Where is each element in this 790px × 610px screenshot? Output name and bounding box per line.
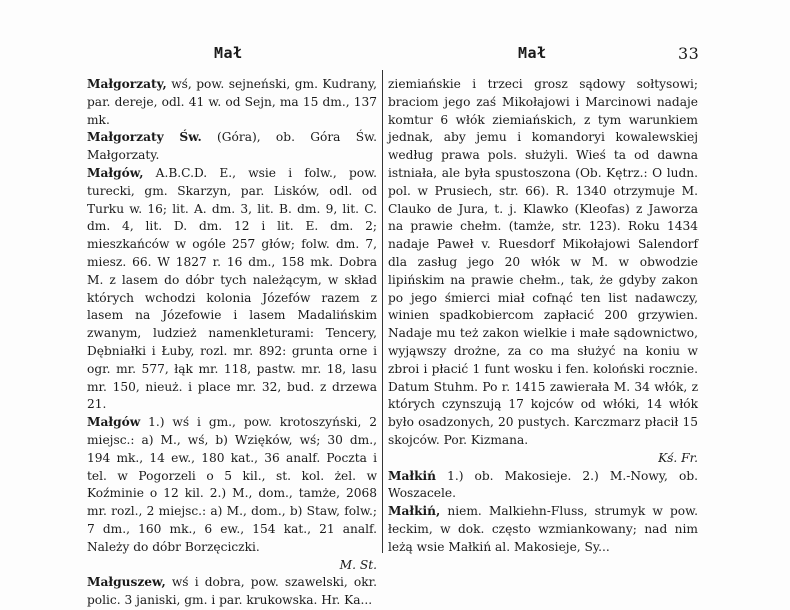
entry-text: wś, pow. sejneński, gm. Kudrany, par. dereje, odl. 41 w. od Sejn, ma 15 dm., 137 mk. xyxy=(87,77,377,127)
entry-text: (Góra), ob. Góra Św. Małgorzaty. xyxy=(87,130,377,163)
entry xyxy=(87,129,377,165)
right-column xyxy=(388,76,698,557)
entry-text: ziemiańskie i trzeci grosz sądowy sołtysowi; braciom jego zaś Mikołajowi i Marcinowi nadaje komtur 6 włók ziemiańskich, z tym warunkiem jednak, aby jemu i komandoryi kowalewskiej według prawa pols. służyli. Wieś ta od dawna istniała, ale była spustoszona (Ob. Kętrz.: O ludn. pol. w Prusiech, str. 66). R. 1340 otrzymuje M. Clauko de Jura, t. j. Klawko (Kleofas) z Jaworza na prawie chełm. (tamże, str. 123). Roku 1434 nadaje Paweł v. Ruesdorf Mikołajowi Salendorf dla zasług jego 20 włók w M. w obwodzie lipińskim na prawie chełm., tak, że gdyby zakon po jego śmierci miał cofnąć ten list nadawczy, winien spadkobiercom zapłacić 200 grzywien. Nadaje mu też zakon wielkie i małe sądownictwo, wyjąwszy drożne, za co ma służyć na koniu w zbroi i płacić 1 funt wosku i fen. koloński rocznie. Datum Stuhm. Po r. 1415 zawierała M. 34 włók, z których czynszują 17 kojców od włóki, 14 włók było osadzonych, 20 pustych. Karczmarz płacił 15 skojców. Por. Kizmana. xyxy=(388,77,698,447)
entry-text: 1.) wś i gm., pow. krotoszyński, 2 miejsc.: a) M., wś, b) Wzięków, wś; 30 dm., 194 mk., 14 ew., 180 kat., 36 analf. Poczta i tel. w Pogorzeli o 5 kil., st. kol. żel. w Koźminie o 12 kil. 2.) M., dom., tamże, 2068 mr. rozl., 2 miejsc.: a) M., dom., b) Staw, folw.; 7 dm., 160 mk., 6 ew., 154 kat., 21 analf. Należy do dóbr Borzęciczki. xyxy=(87,415,377,554)
entry xyxy=(87,414,377,574)
page-number: 33 xyxy=(678,44,700,63)
entry xyxy=(87,165,377,414)
left-column xyxy=(87,76,377,610)
entry-headword: Małgorzaty, xyxy=(87,77,167,91)
entry-headword: Małguszew, xyxy=(87,575,166,590)
entry-text: niem. Malkiehn-Fluss, strumyk w pow. łeckim, w dok. często wzmiankowany; nad nim leżą wsie Małkiń al. Makosieje, Sy... xyxy=(388,504,698,554)
entry-headword: Małkiń, xyxy=(388,504,441,519)
running-head-right: Mał xyxy=(518,44,547,62)
entry-text: 1.) ob. Makosieje. 2.) M.-Nowy, ob. Woszacele. xyxy=(388,468,698,501)
entry xyxy=(388,468,698,504)
entry-text: A.B.C.D. E., wsie i folw., pow. turecki, gm. Skarzyn, par. Lisków, odl. od Turku w. 16; lit. A. dm. 3, lit. B. dm. 9, lit. C. dm. 4, lit. D. dm. 12 i lit. E. dm. 2; mieszkańców w ogóle 257 głów; folw. dm. 7, miesz. 66. W 1827 r. 16 dm., 158 mk. Dobra M. z lasem do dóbr tych należącym, w skład których wchodzi kolonia Józefów razem z lasem na Józefowie i lasem Madalińskim zwanym, ludzież namenkleturami: Tencery, Dębniałki i Łuby, rozl. mr. 892: grunta orne i ogr. mr. 577, łąk mr. 118, pastw. mr. 18, lasu mr. 150, nieuż. i place mr. 32, bud. z drzewa 21. xyxy=(87,165,377,412)
entry xyxy=(87,76,377,129)
entry-headword: Małkiń xyxy=(388,468,437,483)
entry xyxy=(388,503,698,556)
entry-signature: Kś. Fr. xyxy=(658,450,698,465)
entry-text: wś i dobra, pow. szawelski, okr. polic. 3 janiski, gm. i par. krukowska. Hr. Ka... xyxy=(87,575,377,608)
entry xyxy=(87,574,377,610)
entry xyxy=(388,76,698,468)
column-divider xyxy=(382,70,383,553)
running-head-left: Mał xyxy=(214,44,243,62)
entry-signature: M. St. xyxy=(339,557,377,572)
entry-headword: Małgów xyxy=(87,415,141,430)
entry-headword: Małgorzaty Św. xyxy=(87,130,202,145)
entry-headword: Małgów, xyxy=(87,165,144,180)
